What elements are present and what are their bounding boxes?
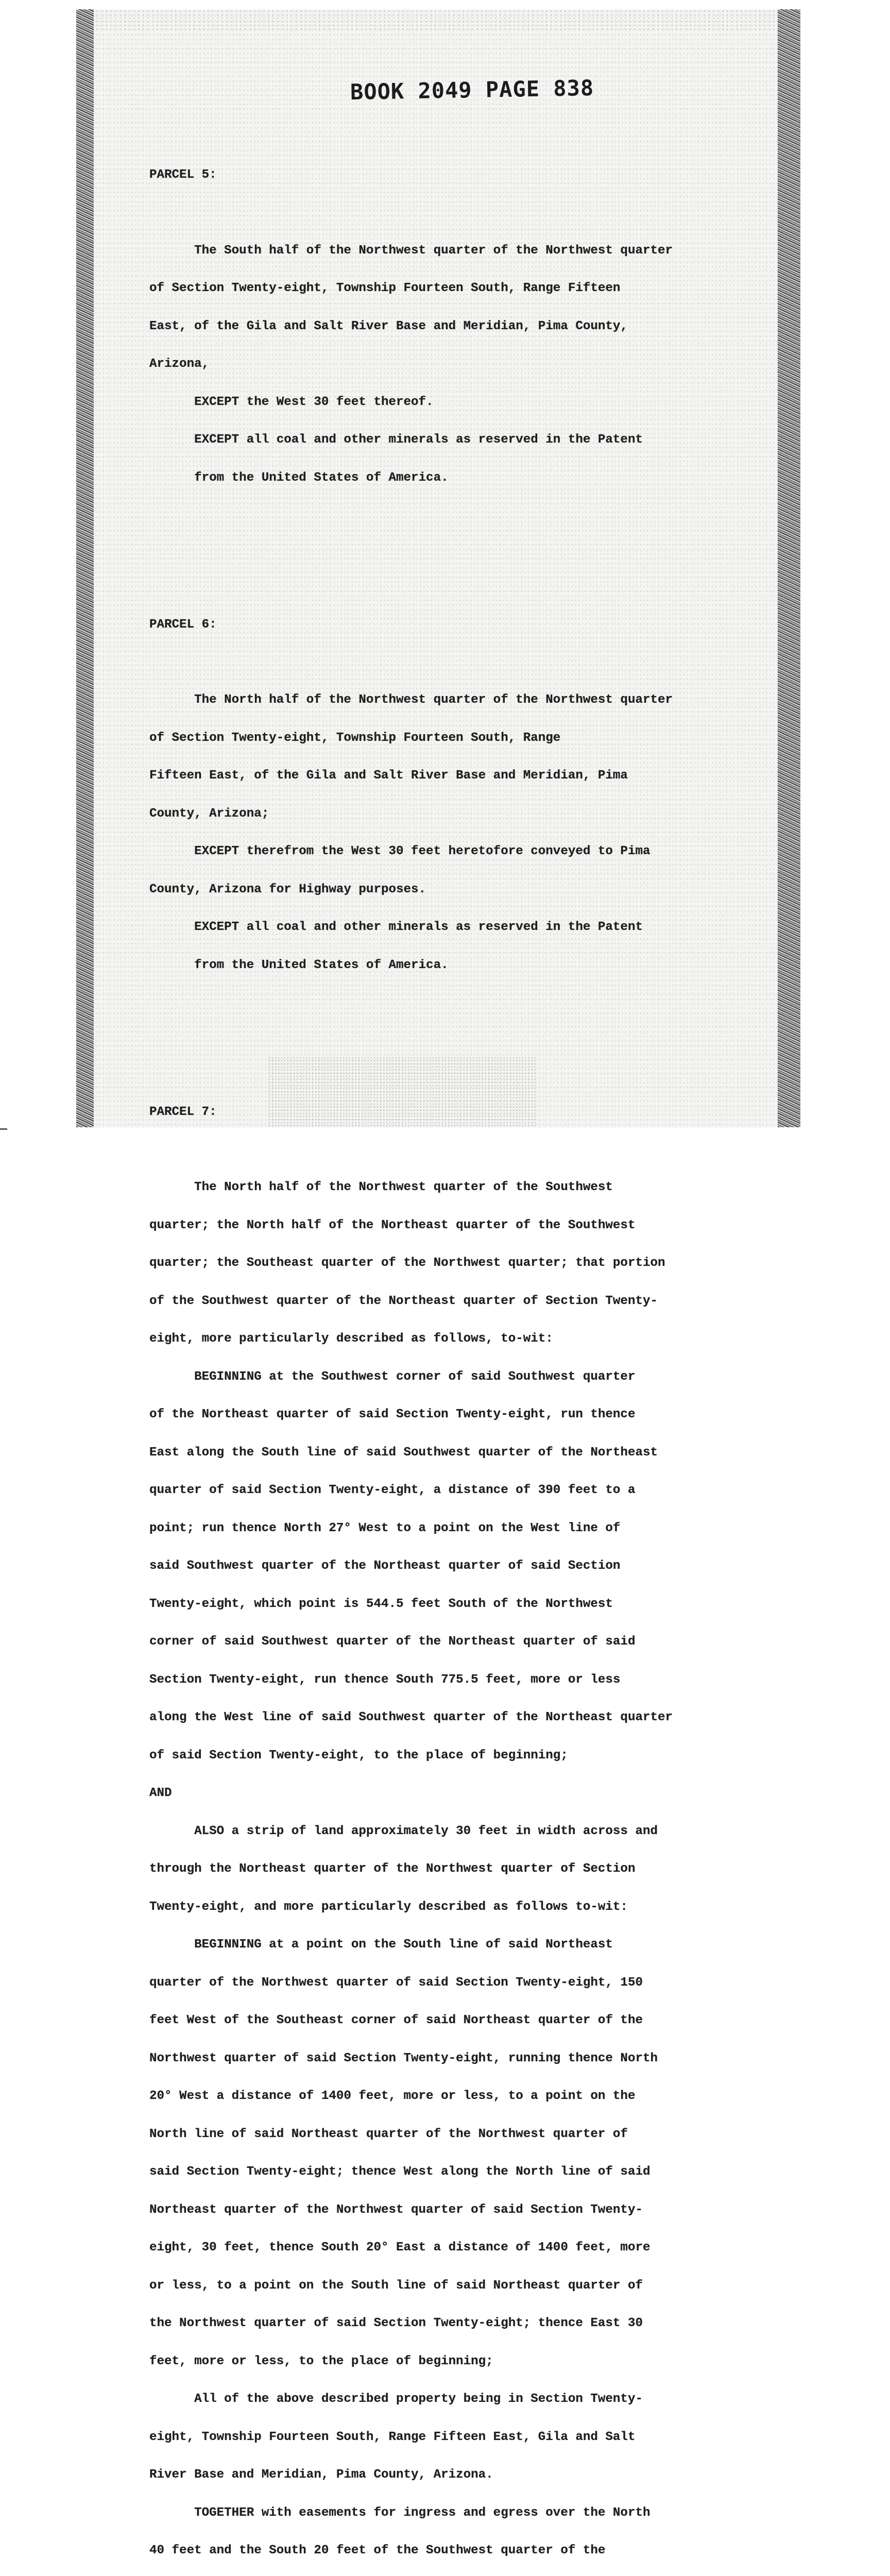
parcel-7-paragraph	[149, 1156, 731, 2576]
text-line: River Base and Meridian, Pima County, Arizona.	[149, 2468, 493, 2482]
text-line: feet West of the Southeast corner of said Northeast quarter of the	[149, 2013, 643, 2027]
text-line: All of the above described property being in Section Twenty-	[149, 2392, 643, 2406]
text-line: North line of said Northeast quarter of the Northwest quarter of	[149, 2127, 628, 2141]
text-line: along the West line of said Southwest quarter of the Northeast quarter	[149, 1710, 673, 1724]
text-line: 20° West a distance of 1400 feet, more or less, to a point on the	[149, 2089, 636, 2103]
text-line: ALSO a strip of land approximately 30 feet in width across and	[149, 1824, 658, 1838]
text-line: or less, to a point on the South line of said Northeast quarter of	[149, 2278, 643, 2293]
text-line: BEGINNING at a point on the South line of said Northeast	[149, 1938, 613, 1952]
text-line: eight, 30 feet, thence South 20° East a distance of 1400 feet, more	[149, 2241, 651, 2255]
text-line: of Section Twenty-eight, Township Fourteen South, Range Fifteen	[149, 281, 621, 295]
spacer	[149, 1035, 731, 1056]
text-line: County, Arizona for Highway purposes.	[149, 882, 426, 896]
text-line: from the United States of America.	[149, 958, 449, 972]
text-line: 40 feet and the South 20 feet of the Southwest quarter of the	[149, 2544, 606, 2557]
legal-description	[149, 118, 731, 2576]
right-scan-border	[778, 9, 800, 1127]
text-line: through the Northeast quarter of the Northwest quarter of Section	[149, 1862, 636, 1876]
spacer	[149, 548, 731, 568]
text-line: quarter; the Southeast quarter of the Northwest quarter; that portion	[149, 1256, 665, 1270]
text-line: EXCEPT all coal and other minerals as reserved in the Patent	[149, 433, 643, 447]
left-scan-border	[76, 9, 94, 1127]
text-line: of said Section Twenty-eight, to the place of beginning;	[149, 1748, 568, 1762]
text-line: The North half of the Northwest quarter of the Northwest quarter	[149, 693, 673, 707]
text-line: quarter of said Section Twenty-eight, a distance of 390 feet to a	[149, 1483, 636, 1497]
text-line: said Section Twenty-eight; thence West along the North line of said	[149, 2165, 651, 2179]
text-line: the Northwest quarter of said Section Twenty-eight; thence East 30	[149, 2316, 643, 2330]
text-line: Northeast quarter of the Northwest quarter of said Section Twenty-	[149, 2202, 643, 2217]
text-line: of the Northeast quarter of said Section Twenty-eight, run thence	[149, 1408, 636, 1421]
text-line: Twenty-eight, which point is 544.5 feet South of the Northwest	[149, 1597, 613, 1611]
text-line: The South half of the Northwest quarter of the Northwest quarter	[149, 243, 673, 258]
text-line: quarter; the North half of the Northeast quarter of the Southwest	[149, 1218, 636, 1232]
text-line: The North half of the Northwest quarter of the Southwest	[149, 1180, 613, 1194]
book-page-stamp: BOOK 2049 PAGE 838	[350, 75, 594, 105]
text-line: corner of said Southwest quarter of the Northeast quarter of said	[149, 1635, 636, 1649]
text-line: EXCEPT all coal and other minerals as reserved in the Patent	[149, 920, 643, 934]
scan-noise-top	[76, 9, 797, 30]
text-line: EXCEPT the West 30 feet thereof.	[149, 395, 434, 409]
text-line: TOGETHER with easements for ingress and egress over the North	[149, 2505, 651, 2520]
parcel-5-paragraph	[149, 219, 731, 510]
text-line: said Southwest quarter of the Northeast quarter of said Section	[149, 1559, 621, 1573]
text-line: BEGINNING at the Southwest corner of said Southwest quarter	[149, 1369, 636, 1384]
text-line: of the Southwest quarter of the Northeast quarter of Section Twenty-	[149, 1294, 658, 1308]
text-line: quarter of the Northwest quarter of said Section Twenty-eight, 150	[149, 1975, 643, 1990]
scan-edge-mark	[0, 1128, 7, 1130]
text-line: East along the South line of said Southwest quarter of the Northeast	[149, 1445, 658, 1460]
parcel-6-heading: PARCEL 6:	[149, 617, 217, 632]
text-line: point; run thence North 27° West to a point on the West line of	[149, 1521, 621, 1535]
parcel-5-heading: PARCEL 5:	[149, 168, 217, 182]
text-line: Twenty-eight, and more particularly described as follows to-wit:	[149, 1900, 628, 1914]
text-line: EXCEPT therefrom the West 30 feet heretofore conveyed to Pima	[149, 844, 651, 858]
text-line: Fifteen East, of the Gila and Salt River Base and Meridian, Pima	[149, 769, 628, 783]
parcel-6-paragraph	[149, 669, 731, 997]
text-line: eight, more particularly described as follows, to-wit:	[149, 1332, 553, 1346]
parcel-7-heading: PARCEL 7:	[149, 1105, 217, 1119]
text-line: Section Twenty-eight, run thence South 775.5 feet, more or less	[149, 1672, 621, 1687]
text-line: County, Arizona;	[149, 806, 269, 821]
text-line: East, of the Gila and Salt River Base and Meridian, Pima County,	[149, 319, 628, 333]
text-line: from the United States of America.	[149, 470, 449, 485]
text-line: Northwest quarter of said Section Twenty-eight, running thence North	[149, 2051, 658, 2065]
text-line: of Section Twenty-eight, Township Fourteen South, Range	[149, 731, 561, 745]
text-line: eight, Township Fourteen South, Range Fifteen East, Gila and Salt	[149, 2430, 636, 2444]
text-line: AND	[149, 1786, 172, 1800]
text-line: feet, more or less, to the place of beginning;	[149, 2354, 493, 2368]
text-line: Arizona,	[149, 357, 210, 371]
